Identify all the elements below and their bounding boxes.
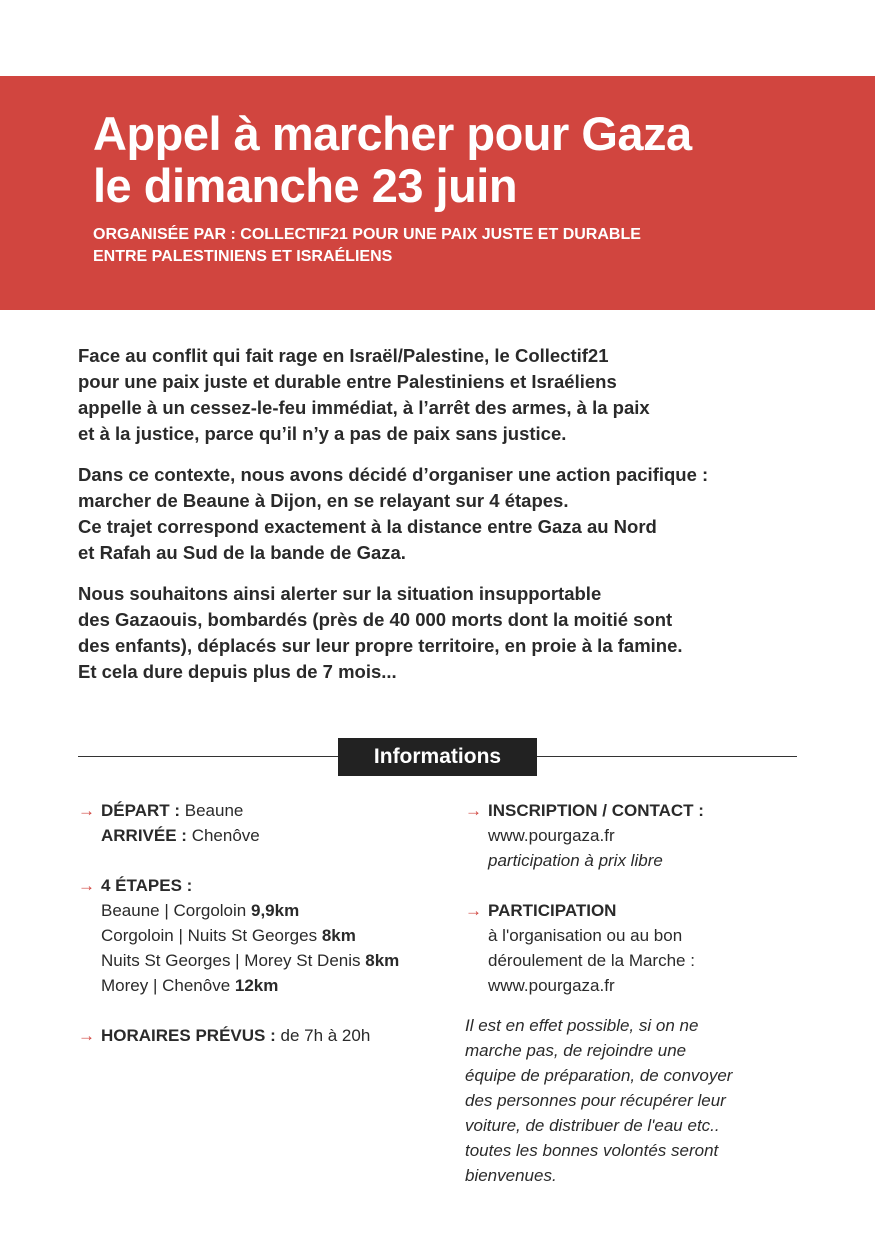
etape-distance: 9,9km — [250, 901, 300, 920]
text-line: Dans ce contexte, nous avons décidé d’organiser une action pacifique : — [78, 464, 709, 485]
depart-line — [101, 798, 458, 823]
title-line: le dimanche 23 juin — [93, 159, 518, 212]
page-title — [93, 108, 692, 212]
text-line: et Rafah au Sud de la bande de Gaza. — [78, 542, 406, 563]
info-left-column — [78, 798, 458, 1073]
intro-paragraph — [78, 581, 808, 685]
intro-paragraph — [78, 343, 808, 447]
organiser-subtitle — [93, 224, 641, 268]
title-line: Appel à marcher pour Gaza — [93, 107, 692, 160]
intro-text — [78, 343, 808, 700]
participation-text: à l'organisation ou au bon — [488, 926, 683, 945]
volunteer-note — [465, 1013, 805, 1188]
etape-route: Corgoloin | Nuits St Georges — [101, 926, 318, 945]
horaires-label: HORAIRES PRÉVUS : — [101, 1026, 276, 1045]
etape-line — [101, 973, 458, 998]
text-line: appelle à un cessez-le-feu immédiat, à l’arrêt des armes, à la paix — [78, 397, 650, 418]
etape-line — [101, 948, 458, 973]
note-line: voiture, de distribuer de l'eau etc.. — [465, 1116, 720, 1135]
text-line: des enfants), déplacés sur leur propre territoire, en proie à la famine. — [78, 635, 683, 656]
informations-heading: Informations — [338, 738, 537, 776]
etape-distance: 8km — [321, 926, 356, 945]
arrivee-label: ARRIVÉE : — [101, 826, 187, 845]
inscription-label: INSCRIPTION / CONTACT : — [488, 801, 704, 820]
etape-route: Beaune | Corgoloin — [101, 901, 247, 920]
participation-text: déroulement de la Marche : — [488, 951, 695, 970]
arrow-right-icon: → — [78, 801, 95, 820]
etapes-label: 4 ÉTAPES : — [101, 876, 193, 895]
organiser-line: ENTRE PALESTINIENS ET ISRAÉLIENS — [93, 248, 393, 265]
note-line: Il est en effet possible, si on ne — [465, 1016, 699, 1035]
text-line: Et cela dure depuis plus de 7 mois... — [78, 661, 397, 682]
depart-value: Beaune — [184, 801, 244, 820]
etape-route: Nuits St Georges | Morey St Denis — [101, 951, 361, 970]
etape-distance: 12km — [234, 976, 279, 995]
note-line: bienvenues. — [465, 1166, 557, 1185]
text-line: pour une paix juste et durable entre Palestiniens et Israéliens — [78, 371, 617, 392]
arrivee-value: Chenôve — [191, 826, 260, 845]
participation-link[interactable]: www.pourgaza.fr — [488, 976, 615, 995]
arrow-right-icon: → — [465, 901, 482, 920]
text-line: Nous souhaitons ainsi alerter sur la situation insupportable — [78, 583, 602, 604]
etape-distance: 8km — [365, 951, 400, 970]
participation-label: PARTICIPATION — [488, 901, 617, 920]
text-line: marcher de Beaune à Dijon, en se relayant sur 4 étapes. — [78, 490, 569, 511]
inscription-link[interactable]: www.pourgaza.fr — [488, 826, 615, 845]
etape-line — [101, 898, 458, 923]
text-line: des Gazaouis, bombardés (près de 40 000 morts dont la moitié sont — [78, 609, 673, 630]
note-line: équipe de préparation, de convoyer — [465, 1066, 733, 1085]
inscription-note: participation à prix libre — [488, 851, 663, 870]
arrow-right-icon: → — [78, 876, 95, 895]
depart-arrivee-item — [78, 798, 458, 848]
horaires-value: de 7h à 20h — [280, 1026, 371, 1045]
arrow-right-icon: → — [465, 801, 482, 820]
note-line: marche pas, de rejoindre une — [465, 1041, 687, 1060]
note-line: des personnes pour récupérer leur — [465, 1091, 726, 1110]
info-right-column — [465, 798, 805, 1188]
arrivee-line — [101, 823, 458, 848]
horaires-item — [78, 1023, 458, 1048]
participation-item — [465, 898, 805, 998]
horaires-line — [101, 1023, 458, 1048]
etape-line — [101, 923, 458, 948]
text-line: et à la justice, parce qu’il n’y a pas de paix sans justice. — [78, 423, 567, 444]
inscription-item — [465, 798, 805, 873]
intro-paragraph — [78, 462, 808, 566]
text-line: Ce trajet correspond exactement à la distance entre Gaza au Nord — [78, 516, 657, 537]
etapes-item — [78, 873, 458, 998]
depart-label: DÉPART : — [101, 801, 181, 820]
text-line: Face au conflit qui fait rage en Israël/Palestine, le Collectif21 — [78, 345, 609, 366]
organiser-line: ORGANISÉE PAR : COLLECTIF21 POUR UNE PAIX JUSTE ET DURABLE — [93, 226, 641, 243]
note-line: toutes les bonnes volontés seront — [465, 1141, 719, 1160]
arrow-right-icon: → — [78, 1026, 95, 1045]
etape-route: Morey | Chenôve — [101, 976, 231, 995]
